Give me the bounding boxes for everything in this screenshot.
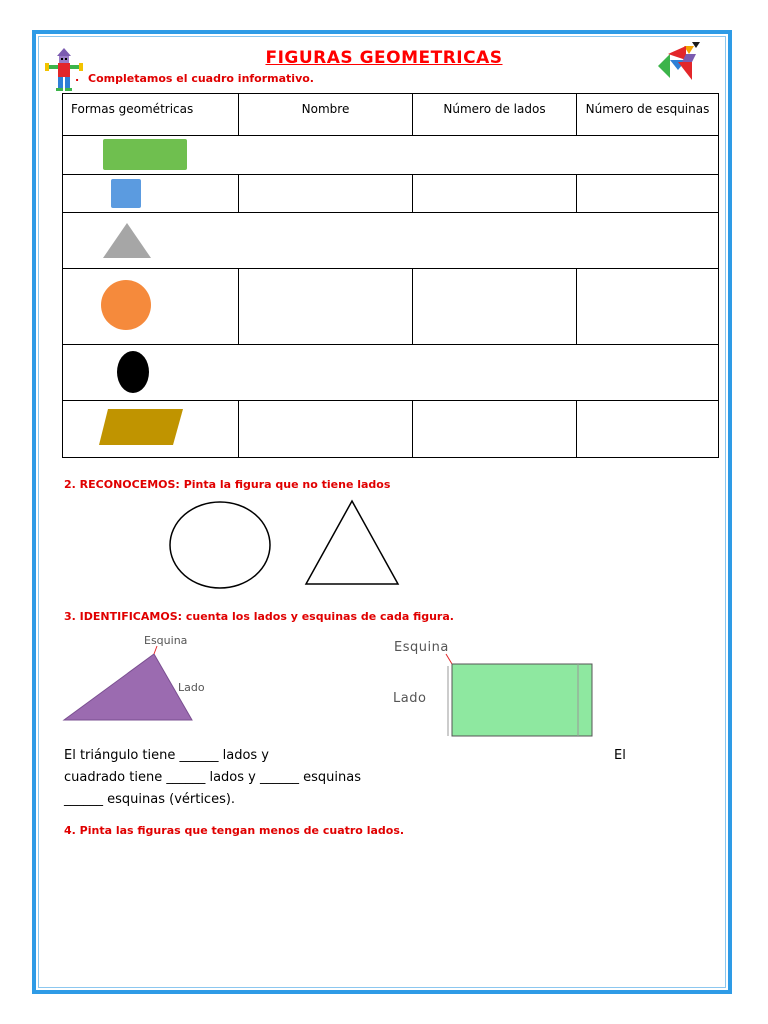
page-title: FIGURAS GEOMETRICAS [265,48,503,68]
table-cell-nombre[interactable] [239,175,413,213]
header-esquinas: Número de esquinas [577,94,719,136]
sentence-line2: cuadrado tiene ______ lados y ______ esquinas [64,770,361,785]
table-row [63,401,719,458]
table-row [63,136,719,175]
table-cell-merged [63,136,719,175]
parallelogram-icon [63,401,239,457]
rectangle-icon [63,136,239,174]
section2-shapes [166,496,406,592]
triangle-corner-label: Esquina [144,634,188,647]
section3-instruction: cuenta los lados y esquinas de cada figura. [185,610,454,623]
table-row [63,175,719,213]
section2-label: 2. RECONOCEMOS: [64,478,180,491]
circle-icon [63,269,239,344]
table-cell-nombre[interactable] [239,401,413,458]
outline-circle-icon[interactable] [170,502,270,588]
corner-arrow-icon [446,654,452,664]
section3-heading [64,610,454,623]
table-cell-shape [63,175,239,213]
table-header-row [63,94,719,136]
oval-icon [63,345,239,400]
square-icon [63,175,239,212]
header-formas: Formas geométricas [63,94,239,136]
table-cell-esquinas[interactable] [577,269,719,345]
header-nombre: Nombre [239,94,413,136]
outline-triangle-icon[interactable] [306,501,398,584]
section3-label: 3. IDENTIFICAMOS: [64,610,183,623]
table-cell-lados[interactable] [413,401,577,458]
table-cell-esquinas[interactable] [577,401,719,458]
section1-marker: . [75,71,80,84]
corner-arrow-icon [154,646,157,654]
info-table [62,93,719,458]
sentence-line3: ______ esquinas (vértices). [64,792,236,807]
green-square-icon [452,664,592,736]
section4-instruction: 4. Pinta las figuras que tengan menos de cuatro lados. [64,824,405,837]
table-cell-shape [63,401,239,458]
section2-instruction: Pinta la figura que no tiene lados [183,478,391,491]
triangle-icon [63,213,239,268]
triangle-side-label: Lado [178,681,205,694]
table-cell-esquinas[interactable] [577,175,719,213]
table-cell-lados[interactable] [413,269,577,345]
table-row [63,345,719,401]
sentence-line1-right: El [614,748,626,763]
section1-instruction: Completamos el cuadro informativo. [88,72,314,85]
table-cell-merged [63,213,719,269]
square-corner-label: Esquina [394,640,449,655]
section2-heading [64,478,390,491]
shape-fill [103,139,187,170]
table-cell-nombre[interactable] [239,269,413,345]
table-row [63,213,719,269]
sentence-line1-left: El triángulo tiene ______ lados y [64,748,269,763]
purple-triangle-icon [64,654,192,720]
table-cell-lados[interactable] [413,175,577,213]
table-cell-merged [63,345,719,401]
table-cell-shape [63,269,239,345]
table-row [63,269,719,345]
square-side-label: Lado [393,691,427,706]
header-lados: Número de lados [413,94,577,136]
